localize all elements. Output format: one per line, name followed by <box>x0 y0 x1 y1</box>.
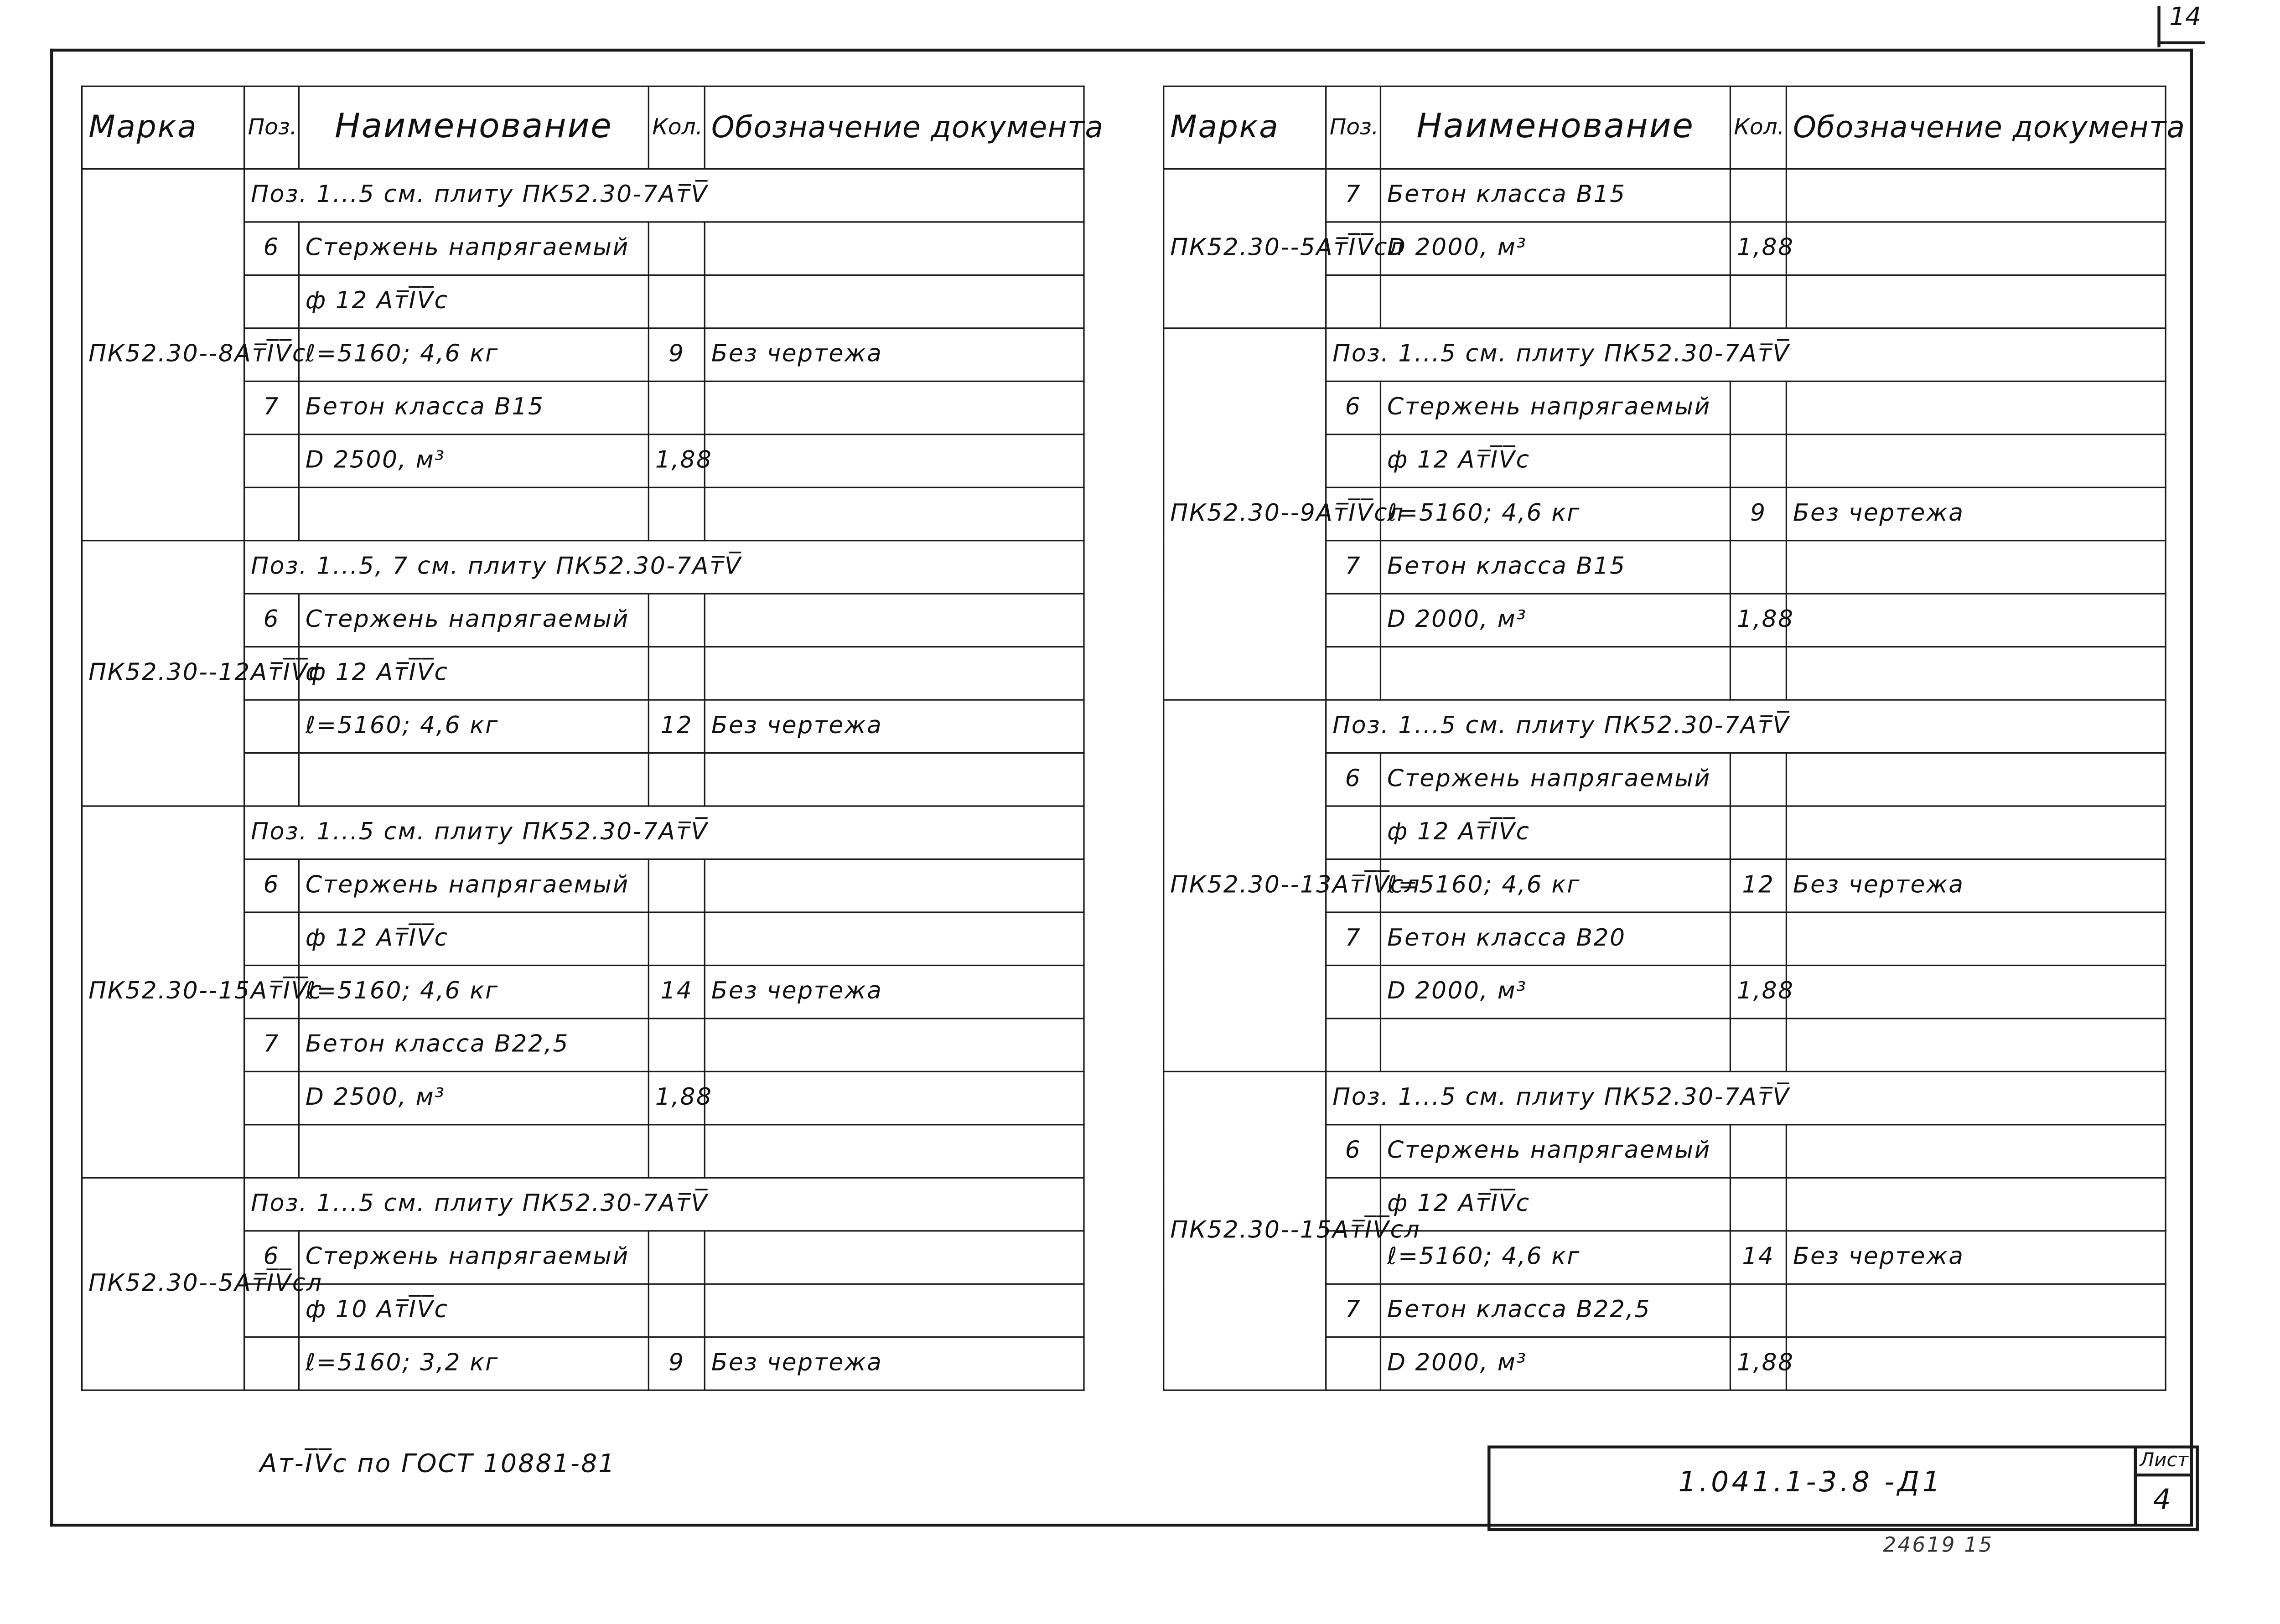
table-row <box>1164 169 2166 222</box>
row-position <box>244 275 299 328</box>
row-quantity <box>648 912 705 965</box>
row-name: ℓ=5160; 4,6 кг <box>1380 487 1730 540</box>
group-reference-text: Поз. 1...5 см. плиту ПК52.30-7Ат̅V̅ <box>1326 1071 2166 1124</box>
row-name <box>1380 1019 1730 1071</box>
header-doc: Обозначение документа <box>1786 86 2166 169</box>
row-quantity <box>648 1019 705 1071</box>
group-reference-row <box>1164 1071 2166 1124</box>
header-pos: Поз. <box>244 86 299 169</box>
row-document: Без чертежа <box>705 965 1084 1018</box>
row-name: Бетон класса В15 <box>1380 169 1730 222</box>
document-code: 1.041.1-3.8 -Д1 <box>1678 1466 1943 1499</box>
row-position <box>244 434 299 487</box>
row-quantity <box>648 1125 705 1178</box>
row-position: 6 <box>244 222 299 275</box>
row-position <box>1326 1337 1381 1390</box>
row-position <box>244 1125 299 1178</box>
row-position: 6 <box>1326 753 1381 806</box>
row-name: ℓ=5160; 4,6 кг <box>1380 859 1730 912</box>
item-mark: ПК52.30--15Ат̅I̅V̅сл <box>1164 1071 1326 1390</box>
row-document <box>1786 753 2166 806</box>
row-name: ф 12 Ат̅I̅V̅с <box>1380 434 1730 487</box>
group-reference-text: Поз. 1...5, 7 см. плиту ПК52.30-7Ат̅V̅ <box>244 541 1084 594</box>
header-qty: Кол. <box>1730 86 1786 169</box>
row-quantity <box>1730 1019 1786 1071</box>
row-name: Стержень напрягаемый <box>299 859 648 912</box>
row-position <box>1326 275 1381 328</box>
row-position: 7 <box>244 1019 299 1071</box>
header-pos: Поз. <box>1326 86 1381 169</box>
row-quantity <box>1730 912 1786 965</box>
row-document <box>705 859 1084 912</box>
row-position <box>244 1071 299 1124</box>
row-quantity <box>648 594 705 646</box>
steel-standard-note: Ат-I̅V̅с по ГОСТ 10881-81 <box>259 1450 616 1479</box>
row-position <box>244 1337 299 1390</box>
row-document <box>1786 381 2166 434</box>
row-document: Без чертежа <box>705 700 1084 753</box>
row-position: 7 <box>1326 1284 1381 1337</box>
row-name: D 2500, м³ <box>299 1071 648 1124</box>
row-quantity: 1,88 <box>1730 965 1786 1018</box>
row-quantity: 1,88 <box>648 434 705 487</box>
item-mark: ПК52.30--15Ат̅I̅V̅с <box>82 806 244 1178</box>
row-quantity: 12 <box>1730 859 1786 912</box>
row-position <box>1326 1019 1381 1071</box>
row-document <box>705 487 1084 540</box>
group-reference-row <box>82 541 1084 594</box>
row-position <box>244 700 299 753</box>
group-reference-text: Поз. 1...5 см. плиту ПК52.30-7Ат̅V̅ <box>1326 328 2166 381</box>
row-quantity: 9 <box>1730 487 1786 540</box>
row-position: 7 <box>1326 912 1381 965</box>
row-document <box>705 434 1084 487</box>
row-quantity <box>1730 434 1786 487</box>
row-document <box>1786 169 2166 222</box>
row-name <box>299 753 648 806</box>
header-mark: Марка <box>1164 86 1326 169</box>
group-reference-row <box>82 1178 1084 1231</box>
row-position: 7 <box>1326 169 1381 222</box>
row-position: 6 <box>244 1231 299 1284</box>
row-document <box>1786 1019 2166 1071</box>
sheet-number: 4 <box>2153 1484 2171 1516</box>
row-name: D 2000, м³ <box>1380 594 1730 646</box>
group-reference-text: Поз. 1...5 см. плиту ПК52.30-7Ат̅V̅ <box>244 1178 1084 1231</box>
header-mark: Марка <box>82 86 244 169</box>
row-name: Бетон класса В22,5 <box>1380 1284 1730 1337</box>
table-header-row <box>82 86 1084 169</box>
row-quantity <box>648 647 705 700</box>
group-reference-row <box>82 169 1084 222</box>
row-position <box>1326 965 1381 1018</box>
header-doc: Обозначение документа <box>705 86 1084 169</box>
item-mark: ПК52.30--9Ат̅I̅V̅сл <box>1164 328 1326 700</box>
row-document <box>1786 1284 2166 1337</box>
row-quantity <box>648 859 705 912</box>
row-quantity <box>648 487 705 540</box>
row-document <box>705 647 1084 700</box>
row-name: D 2000, м³ <box>1380 1337 1730 1390</box>
row-quantity <box>1730 753 1786 806</box>
title-block-divider <box>2134 1445 2137 1525</box>
row-name: ℓ=5160; 4,6 кг <box>299 328 648 381</box>
row-name: ф 12 Ат̅I̅V̅с <box>1380 1178 1730 1231</box>
group-reference-text: Поз. 1...5 см. плиту ПК52.30-7Ат̅V̅ <box>1326 700 2166 753</box>
row-name: Бетон класса В22,5 <box>299 1019 648 1071</box>
row-document <box>1786 594 2166 646</box>
item-mark: ПК52.30--5Ат̅I̅V̅сл <box>1164 169 1326 328</box>
row-quantity: 12 <box>648 700 705 753</box>
row-quantity: 14 <box>1730 1231 1786 1284</box>
row-quantity: 9 <box>648 1337 705 1390</box>
row-document <box>1786 1337 2166 1390</box>
row-position: 6 <box>1326 381 1381 434</box>
header-name: Наименование <box>1380 86 1730 169</box>
row-position <box>1326 434 1381 487</box>
row-position <box>1326 594 1381 646</box>
page-number: 14 <box>2169 3 2202 33</box>
row-document: Без чертежа <box>1786 859 2166 912</box>
row-document <box>705 381 1084 434</box>
row-name: Стержень напрягаемый <box>1380 381 1730 434</box>
item-mark: ПК52.30--5Ат̅I̅V̅сл <box>82 1178 244 1390</box>
row-quantity <box>1730 381 1786 434</box>
row-document <box>1786 965 2166 1018</box>
frame-top <box>50 49 2193 52</box>
left-table-body <box>82 169 1084 1390</box>
row-name: Бетон класса В15 <box>299 381 648 434</box>
header-name: Наименование <box>299 86 648 169</box>
row-document <box>705 594 1084 646</box>
row-quantity <box>1730 806 1786 859</box>
row-document <box>705 1071 1084 1124</box>
row-name: ф 10 Ат̅I̅V̅с <box>299 1284 648 1337</box>
row-quantity <box>648 381 705 434</box>
item-mark: ПК52.30--13Ат̅I̅V̅сл <box>1164 700 1326 1071</box>
group-reference-row <box>82 806 1084 859</box>
row-document <box>1786 1178 2166 1231</box>
title-block-sheet-divider <box>2134 1474 2193 1476</box>
group-reference-text: Поз. 1...5 см. плиту ПК52.30-7Ат̅V̅ <box>244 806 1084 859</box>
row-name: ℓ=5160; 3,2 кг <box>299 1337 648 1390</box>
row-document <box>1786 275 2166 328</box>
group-reference-row <box>1164 700 2166 753</box>
row-name: ф 12 Ат̅I̅V̅с <box>1380 806 1730 859</box>
row-quantity <box>1730 169 1786 222</box>
row-position: 7 <box>244 381 299 434</box>
row-quantity: 9 <box>648 328 705 381</box>
row-name: Стержень напрягаемый <box>1380 753 1730 806</box>
row-quantity: 1,88 <box>1730 222 1786 275</box>
row-quantity <box>1730 1178 1786 1231</box>
row-position <box>1326 806 1381 859</box>
row-quantity <box>648 1284 705 1337</box>
left-specification-table <box>81 86 1104 1391</box>
row-document <box>705 1125 1084 1178</box>
row-document <box>1786 1125 2166 1178</box>
row-quantity <box>648 753 705 806</box>
row-name <box>1380 275 1730 328</box>
row-name: ф 12 Ат̅I̅V̅с <box>299 275 648 328</box>
row-position: 6 <box>244 859 299 912</box>
row-quantity: 1,88 <box>1730 594 1786 646</box>
row-name: Стержень напрягаемый <box>299 1231 648 1284</box>
row-document <box>705 1231 1084 1284</box>
row-document: Без чертежа <box>705 1337 1084 1390</box>
page-number-rule <box>2157 41 2205 44</box>
row-name: D 2000, м³ <box>1380 965 1730 1018</box>
row-name: ℓ=5160; 4,6 кг <box>299 965 648 1018</box>
row-quantity: 14 <box>648 965 705 1018</box>
row-quantity <box>1730 1125 1786 1178</box>
row-quantity <box>1730 1284 1786 1337</box>
row-position <box>1326 647 1381 700</box>
row-position: 6 <box>244 594 299 646</box>
row-document <box>705 1284 1084 1337</box>
row-quantity <box>1730 275 1786 328</box>
row-document <box>705 275 1084 328</box>
header-qty: Кол. <box>648 86 705 169</box>
group-reference-text: Поз. 1...5 см. плиту ПК52.30-7Ат̅V̅ <box>244 169 1084 222</box>
row-position: 7 <box>1326 541 1381 594</box>
table-header-row <box>1164 86 2166 169</box>
row-name: ф 12 Ат̅I̅V̅с <box>299 647 648 700</box>
item-mark: ПК52.30--12Ат̅I̅V̅с <box>82 541 244 806</box>
right-table-body <box>1164 169 2166 1390</box>
row-name: D 2000, м³ <box>1380 222 1730 275</box>
row-name: Бетон класса В20 <box>1380 912 1730 965</box>
frame-right <box>2190 49 2193 1527</box>
row-quantity <box>1730 647 1786 700</box>
archive-number: 24619 15 <box>1883 1534 1994 1558</box>
row-name: Стержень напрягаемый <box>299 594 648 646</box>
row-name: D 2500, м³ <box>299 434 648 487</box>
sheet-label: Лист <box>2140 1450 2189 1472</box>
row-quantity <box>648 1231 705 1284</box>
row-document <box>1786 647 2166 700</box>
row-document <box>705 1019 1084 1071</box>
row-name: ф 12 Ат̅I̅V̅с <box>299 912 648 965</box>
row-document <box>1786 222 2166 275</box>
row-name <box>1380 647 1730 700</box>
row-name: Бетон класса В15 <box>1380 541 1730 594</box>
right-specification-table <box>1163 86 2186 1391</box>
frame-left <box>50 49 53 1527</box>
row-position <box>244 912 299 965</box>
row-position <box>244 487 299 540</box>
row-name: ℓ=5160; 4,6 кг <box>1380 1231 1730 1284</box>
row-quantity: 1,88 <box>1730 1337 1786 1390</box>
row-name <box>299 487 648 540</box>
row-quantity <box>1730 541 1786 594</box>
row-name: Стержень напрягаемый <box>1380 1125 1730 1178</box>
row-document <box>1786 912 2166 965</box>
row-quantity <box>648 275 705 328</box>
row-document: Без чертежа <box>1786 487 2166 540</box>
row-document <box>1786 541 2166 594</box>
row-document: Без чертежа <box>705 328 1084 381</box>
row-document <box>705 222 1084 275</box>
row-quantity: 1,88 <box>648 1071 705 1124</box>
row-document <box>705 912 1084 965</box>
row-position <box>244 753 299 806</box>
group-reference-row <box>1164 328 2166 381</box>
row-document <box>705 753 1084 806</box>
item-mark: ПК52.30--8Ат̅I̅V̅с <box>82 169 244 540</box>
row-name: ℓ=5160; 4,6 кг <box>299 700 648 753</box>
row-document <box>1786 434 2166 487</box>
row-name <box>299 1125 648 1178</box>
row-document: Без чертежа <box>1786 1231 2166 1284</box>
row-document <box>1786 806 2166 859</box>
row-position: 6 <box>1326 1125 1381 1178</box>
row-name: Стержень напрягаемый <box>299 222 648 275</box>
row-quantity <box>648 222 705 275</box>
